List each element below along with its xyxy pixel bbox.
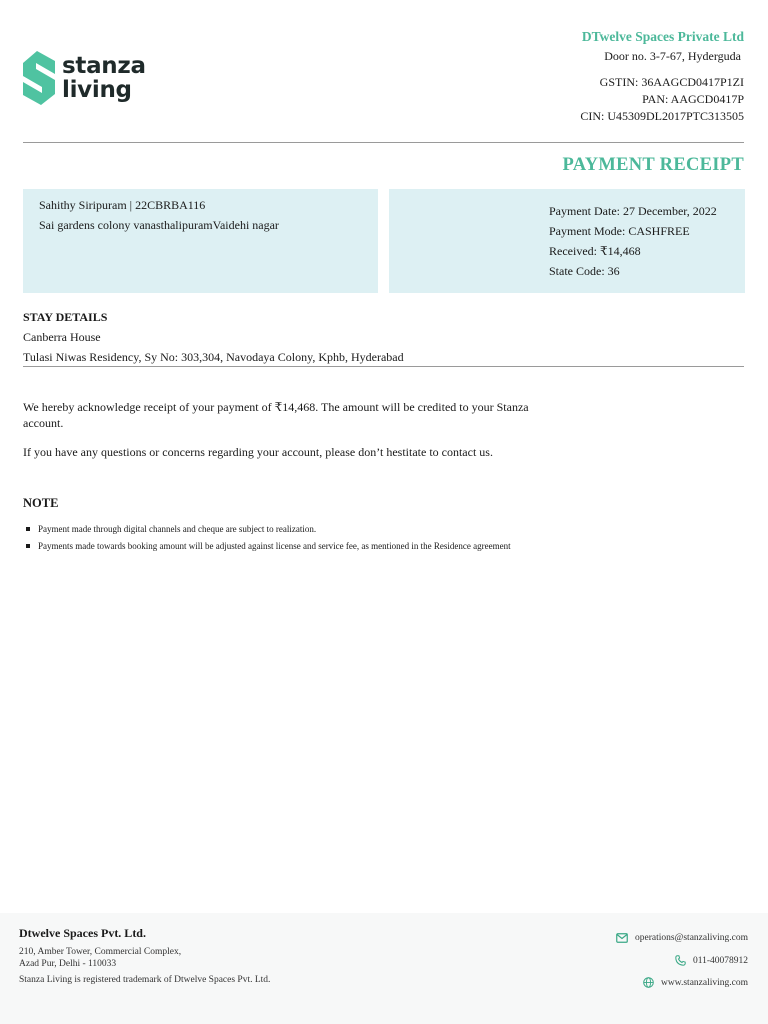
contact-text: If you have any questions or concerns regarding your account, please don’t hestitate to contact us.	[23, 445, 493, 459]
payment-received: Received: ₹14,468	[549, 244, 641, 258]
stay-property-name: Canberra House	[23, 330, 101, 344]
payment-mode: Payment Mode: CASHFREE	[549, 224, 690, 238]
company-info	[580, 28, 744, 125]
footer-email: operations@stanzaliving.com	[635, 933, 748, 943]
footer-phone: 011-40078912	[692, 955, 748, 966]
note-item: Payment made through digital channels and cheque are subject to realization.	[23, 521, 511, 538]
footer-address	[19, 946, 181, 970]
company-pan: PAN: AAGCD0417P	[642, 92, 744, 106]
note-list	[23, 521, 511, 555]
stay-details	[23, 307, 404, 367]
acknowledgement-text: We hereby acknowledge receipt of your payment of ₹14,468. The amount will be credited to your Stanza account.	[23, 400, 529, 430]
customer-details-box	[23, 189, 378, 293]
company-gstin: GSTIN: 36AAGCD0417P1ZI	[599, 75, 744, 89]
globe-icon	[643, 977, 654, 988]
header-divider	[23, 142, 744, 143]
footer-website-link[interactable]	[643, 977, 748, 988]
note-item: Payments made towards booking amount will be adjusted against license and service fee, as mentioned in the Residence agreement	[23, 538, 511, 555]
receipt-title: PAYMENT RECEIPT	[562, 155, 744, 175]
footer-trademark: Stanza Living is registered trademark of Dtwelve Spaces Pvt. Ltd.	[19, 975, 271, 985]
stay-divider	[23, 366, 744, 367]
company-cin: CIN: U45309DL2017PTC313505	[580, 109, 744, 123]
company-address: Door no. 3-7-67, Hyderguda	[604, 49, 741, 63]
footer-address-line1: 210, Amber Tower, Commercial Complex,	[19, 947, 182, 957]
footer-email-link[interactable]	[616, 933, 748, 943]
footer-company-name: Dtwelve Spaces Pvt. Ltd.	[19, 926, 146, 940]
stay-property-address: Tulasi Niwas Residency, Sy No: 303,304, Navodaya Colony, Kphb, Hyderabad	[23, 350, 404, 364]
mail-icon	[616, 933, 628, 943]
footer	[0, 913, 768, 1024]
phone-icon	[675, 955, 686, 966]
customer-address: Sai gardens colony vanasthalipuramVaidehi nagar	[39, 218, 279, 232]
company-name: DTwelve Spaces Private Ltd	[581, 29, 744, 44]
footer-website: www.stanzaliving.com	[661, 977, 748, 988]
logo-text-stanza: stanza	[62, 53, 146, 79]
stanza-logo-mark-icon	[23, 50, 56, 106]
customer-name-line: Sahithy Siripuram | 22CBRBA116	[39, 198, 206, 212]
footer-address-line2: Azad Pur, Delhi - 110033	[19, 959, 117, 969]
state-code: State Code: 36	[549, 264, 620, 278]
footer-phone-link[interactable]	[675, 955, 748, 966]
logo-text-living: living	[62, 77, 132, 103]
note-heading: NOTE	[23, 496, 59, 510]
payment-details-box	[389, 189, 745, 293]
stay-details-heading: STAY DETAILS	[23, 310, 108, 324]
payment-date: Payment Date: 27 December, 2022	[549, 204, 717, 218]
stanza-living-logo	[23, 50, 146, 106]
